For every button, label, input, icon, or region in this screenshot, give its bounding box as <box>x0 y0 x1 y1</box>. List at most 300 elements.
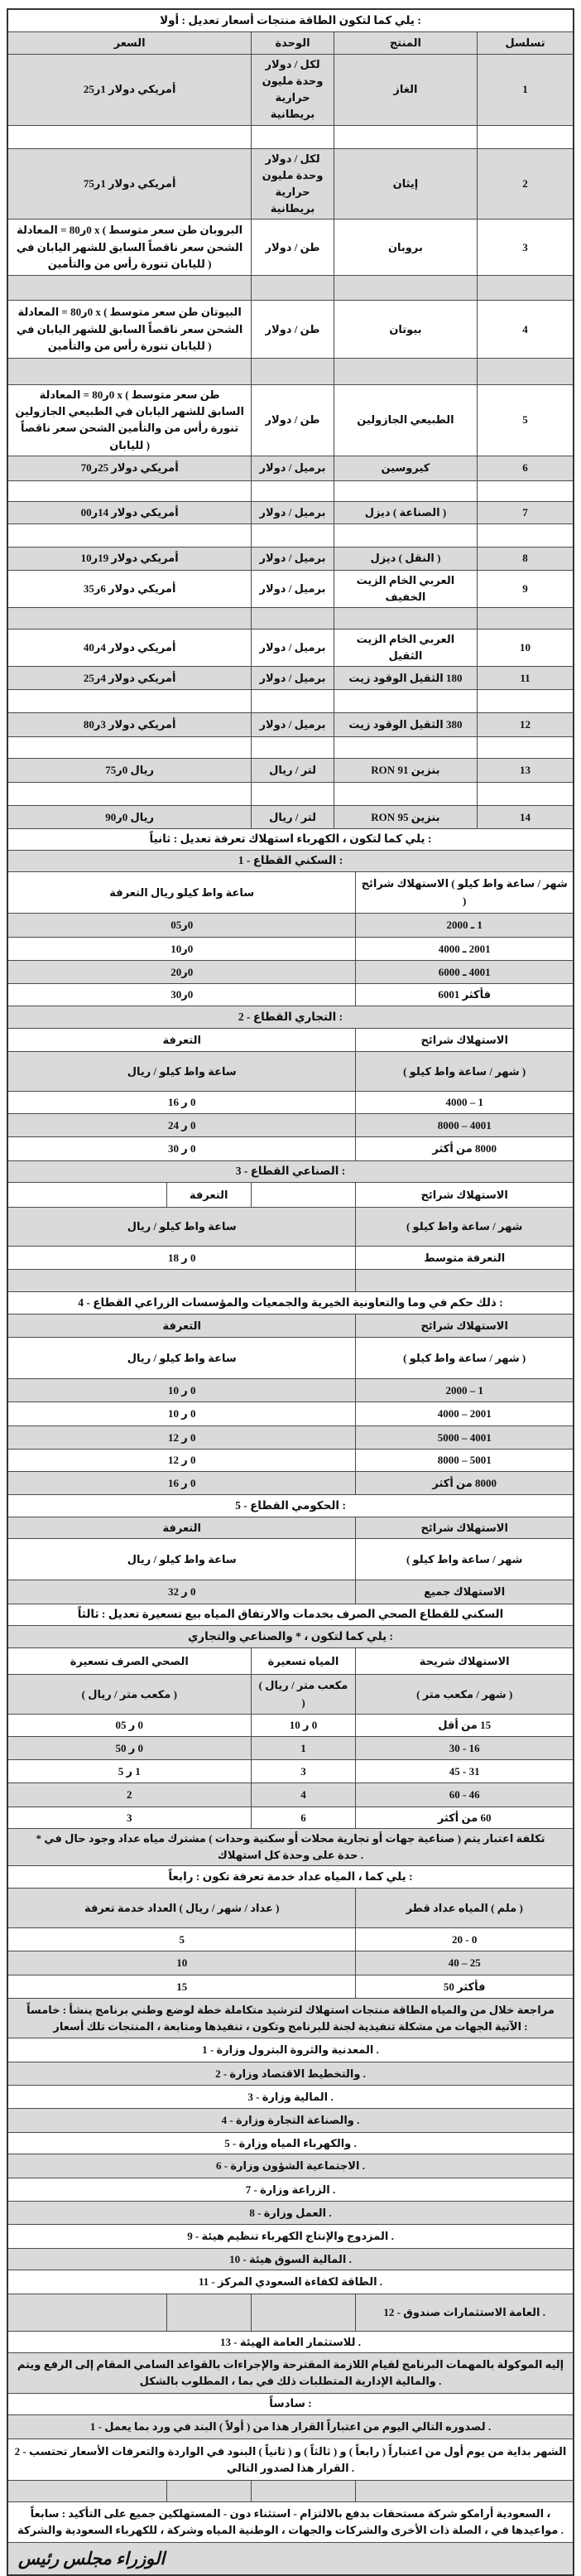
table-cell: ريال / لتر <box>251 759 334 782</box>
table-cell: التعرفة <box>162 1319 201 1332</box>
table-row <box>8 1928 573 1951</box>
table-cell: 12 <box>477 713 573 736</box>
table-row <box>8 938 573 961</box>
section-row <box>8 1161 573 1183</box>
table-row <box>8 713 573 737</box>
table-cell: 0ر90 ريال <box>105 810 154 823</box>
table-cell: شرائح الاستهلاك ( كيلو واط ساعة / شهر ) <box>355 872 573 913</box>
table-cell: متوسط التعرفة <box>355 1247 573 1269</box>
table-cell: التعرفة ريال كيلو واط ساعة <box>109 885 255 899</box>
table-cell: تسعيرة المياه <box>251 1648 356 1674</box>
signature-row <box>8 2543 573 2574</box>
table-cell: 3ر80 دولار أمريكي <box>83 718 176 731</box>
table-cell <box>251 276 334 300</box>
table-row <box>8 1183 573 1208</box>
table-cell <box>8 737 251 758</box>
row-text: 2 - القطاع التجاري : <box>238 1010 343 1023</box>
table-row <box>8 1029 573 1052</box>
table-row <box>8 1052 573 1092</box>
table-cell <box>251 481 334 501</box>
table-row <box>8 1580 573 1604</box>
table-cell: 0ر05 <box>170 919 194 932</box>
table-cell: 10 ر 0 <box>251 1715 356 1736</box>
table-cell <box>334 690 477 712</box>
table-cell <box>251 524 334 547</box>
table-cell: دولار / برميل <box>251 571 334 607</box>
row-text: 1 - وزارة البترول والثروة المعدنية . <box>202 2043 379 2057</box>
table-cell <box>8 783 251 805</box>
section-row <box>8 2109 573 2133</box>
table-cell: 2000 ـ 1 <box>355 914 573 937</box>
row-text: سادساً : <box>269 2397 312 2410</box>
table-row <box>8 32 573 55</box>
section-row <box>8 1006 573 1029</box>
table-cell: 60 - 46 <box>355 1783 573 1807</box>
row-text: 1 - يعمل بما ورد في البند ( أولاً ) من هذا القرار اعتباراً من اليوم التالي لصدوره . <box>89 2420 492 2434</box>
table-cell: شريحة الاستهلاك <box>355 1648 573 1674</box>
section-row <box>8 1604 573 1626</box>
section-row <box>8 1495 573 1517</box>
table-cell <box>8 524 251 547</box>
section-row <box>8 2415 573 2439</box>
table-cell: 05 ر 0 <box>115 1719 144 1732</box>
table-cell: 4ر25 دولار أمريكي <box>83 671 176 684</box>
table-cell <box>477 126 573 148</box>
table-cell: ريال / كيلو واط ساعة <box>127 1351 237 1364</box>
table-cell <box>334 126 477 148</box>
section-row <box>8 1626 573 1648</box>
table-row <box>8 1472 573 1495</box>
table-cell: الجازولين الطبيعي <box>334 385 477 456</box>
table-row <box>8 1338 573 1379</box>
table-cell: 12 ر 0 <box>167 1430 196 1444</box>
table-cell: 3 <box>127 1811 132 1824</box>
table-row <box>8 1889 573 1928</box>
table-cell: شرائح الاستهلاك <box>355 1517 573 1538</box>
section-row <box>8 2332 573 2353</box>
table-cell: الوحدة <box>251 32 334 54</box>
table-row <box>8 385 573 456</box>
table-cell: 4 <box>477 301 573 358</box>
table-row <box>8 456 573 481</box>
table-cell <box>477 690 573 712</box>
table-row <box>8 1975 573 1999</box>
table-row <box>8 149 573 220</box>
section-row <box>8 2439 573 2481</box>
table-cell: تسلسل <box>477 32 573 54</box>
section-row <box>8 1292 573 1315</box>
table-row <box>8 1426 573 1450</box>
row-text: 3 - وزارة المالية . <box>247 2090 334 2103</box>
table-cell: زيت الوقود الثقيل 380 <box>334 713 477 736</box>
table-cell: 0ر30 <box>170 988 194 1001</box>
table-cell: دولار / لكل مليون وحدة حرارية بريطانية <box>251 55 334 125</box>
table-cell <box>251 2481 356 2501</box>
table-cell: 6 <box>251 1807 356 1828</box>
table-row <box>8 2481 573 2502</box>
section-row <box>8 2086 573 2109</box>
table-cell <box>251 359 334 384</box>
table-cell <box>8 126 251 148</box>
table-cell: 11 <box>477 667 573 689</box>
table-cell: 9 <box>477 571 573 607</box>
table-row <box>8 359 573 385</box>
table-row <box>8 1270 573 1292</box>
table-cell <box>251 608 334 629</box>
table-cell: 4000 – 1 <box>355 1092 573 1113</box>
row-text: 13 - الهيئة العامة للاستثمار . <box>220 2335 361 2348</box>
section-row <box>8 1999 573 2038</box>
table-row <box>8 55 573 126</box>
table-cell: 14 <box>477 806 573 828</box>
row-text: 3 - القطاع الصناعي : <box>235 1165 346 1178</box>
table-row <box>8 502 573 524</box>
section-row <box>8 10 573 32</box>
table-cell <box>8 690 251 712</box>
table-cell: 19ر10 دولار أمريكي <box>80 552 179 565</box>
table-row <box>8 759 573 783</box>
table-cell <box>251 737 334 758</box>
section-row <box>8 851 573 872</box>
table-cell: كيروسين <box>334 456 477 480</box>
table-row <box>8 1675 573 1715</box>
table-cell: 12 - صندوق الاستثمارات العامة . <box>355 2294 573 2331</box>
table-cell <box>8 359 251 384</box>
table-cell: ( ريال / متر مكعب ) <box>251 1675 356 1714</box>
table-cell: 6ر35 دولار أمريكي <box>83 581 176 595</box>
table-cell <box>251 783 334 805</box>
table-row <box>8 126 573 149</box>
table-cell: قطر عداد المياه ( ملم ) <box>355 1889 573 1927</box>
row-text: 5 - القطاع الحكومي : <box>235 1498 346 1512</box>
row-text: 2 - وزارة الاقتصاد والتخطيط . <box>215 2067 366 2080</box>
table-row <box>8 961 573 984</box>
row-text: 4 - وزارة التجارة والصناعة . <box>221 2114 360 2127</box>
table-row <box>8 1208 573 1247</box>
table-cell: دولار / طن <box>251 301 334 358</box>
table-row <box>8 1315 573 1338</box>
table-cell: إيثان <box>334 149 477 219</box>
table-row <box>8 914 573 938</box>
table-row <box>8 2294 573 2332</box>
table-cell: 40 – 25 <box>355 1951 573 1975</box>
table-cell: 24 ر 0 <box>167 1118 196 1131</box>
table-cell: المنتج <box>334 32 477 54</box>
table-cell: 2000 – 1 <box>355 1379 573 1401</box>
table-cell <box>166 2294 251 2331</box>
table-row <box>8 1450 573 1472</box>
row-text: 6 - وزارة الشؤون الاجتماعية . <box>216 2159 365 2173</box>
table-cell: 0ر20 <box>170 965 194 978</box>
decree-table <box>7 8 574 2576</box>
table-cell: دولار / طن <box>251 219 334 275</box>
table-cell: 6001 فأكثر <box>355 984 573 1006</box>
row-text: 5 - وزارة المياه والكهرباء . <box>224 2136 357 2149</box>
table-cell: 10 <box>477 630 573 666</box>
table-cell: ( كيلو واط ساعة / شهر <box>355 1539 573 1580</box>
table-row <box>8 1783 573 1807</box>
table-cell: ( كيلو واط ساعة / شهر <box>355 1208 573 1246</box>
table-cell: ( كيلو واط ساعة / شهر ) <box>355 1338 573 1378</box>
row-text: رابعاً : تكون تعرفة خدمة عداد المياه ، كما يلي : <box>168 1869 413 1883</box>
section-row <box>8 2133 573 2154</box>
table-cell <box>355 1270 573 1291</box>
table-cell: ديزل ( النقل ) <box>334 548 477 570</box>
table-cell: ( متر مكعب / شهر ) <box>355 1675 573 1714</box>
row-text: ثانياً : تعديل تعرفة استهلاك الكهرباء ، لتكون كما يلي : <box>149 832 432 846</box>
table-cell <box>334 737 477 758</box>
table-cell: ( كيلو واط ساعة / شهر ) <box>355 1052 573 1091</box>
table-cell <box>8 2481 166 2501</box>
table-cell: 7 <box>477 502 573 523</box>
table-row <box>8 1737 573 1760</box>
table-cell: دولار / برميل <box>251 630 334 666</box>
table-cell: 5 ر 1 <box>118 1764 141 1778</box>
table-cell <box>8 608 251 629</box>
table-row <box>8 1648 573 1675</box>
table-cell: الزيت الخام العربي الخفيف <box>334 571 477 607</box>
table-row <box>8 1247 573 1270</box>
section-row <box>8 2154 573 2178</box>
table-cell: 30 ر 0 <box>167 1142 196 1155</box>
row-text: 7 - وزارة الزراعة . <box>245 2183 336 2196</box>
row-text: خامساً : ينشأ برنامج وطني لوضع خطة متكاملة لترشيد استهلاك منتجات الطاقة والمياه من خلال مراجعة أسعار تلك المنتجات ، ومتابعة تنفيذها ، وتكون للبرنامج لجنة تنفيذية مشكلة من الجهات الآتية : <box>26 2003 555 2033</box>
table-cell: شرائح الاستهلاك <box>355 1029 573 1051</box>
table-cell: التعرفة <box>166 1183 251 1207</box>
table-row <box>8 806 573 829</box>
table-cell: دولار / برميل <box>251 713 334 736</box>
table-row <box>8 1402 573 1426</box>
table-cell <box>477 481 573 501</box>
table-cell: تعرفة خدمة العداد ( ريال / شهر / عداد ) <box>84 1901 280 1914</box>
table-cell: 8 <box>477 548 573 570</box>
table-row <box>8 984 573 1006</box>
table-cell: 30 - 16 <box>355 1737 573 1759</box>
table-cell: 12 ر 0 <box>167 1454 196 1467</box>
table-cell <box>334 481 477 501</box>
table-cell <box>8 1270 355 1291</box>
table-cell <box>477 359 573 384</box>
section-row <box>8 2062 573 2086</box>
table-row <box>8 667 573 690</box>
table-cell <box>334 608 477 629</box>
table-cell: 18 ر 0 <box>167 1251 196 1264</box>
row-text: 10 - هيئة السوق المالية . <box>229 2252 352 2265</box>
table-row <box>8 1951 573 1975</box>
table-cell: 16 ر 0 <box>167 1096 196 1109</box>
table-cell: ديزل ( الصناعة ) <box>334 502 477 523</box>
table-cell: المعادلة = 0ر80 x ( متوسط سعر طن الجازولين الطبيعي في اليابان للشهر السابق ناقصاً سعر الشحن والتأمين من رأس تنورة لليابان ) <box>15 388 244 451</box>
table-cell: التعرفة <box>162 1521 201 1534</box>
table-cell: 45 - 31 <box>355 1760 573 1782</box>
table-cell <box>334 524 477 547</box>
table-cell <box>251 690 334 712</box>
row-text: 11 - المركز السعودي لكفاءة الطاقة . <box>198 2275 383 2289</box>
table-cell <box>477 737 573 758</box>
table-cell: الغاز <box>334 55 477 125</box>
table-row <box>8 783 573 806</box>
table-cell: تسعيرة الصرف الصحي <box>70 1654 189 1667</box>
table-cell: ريال / لتر <box>251 806 334 828</box>
table-cell: 6000 ـ 4001 <box>355 961 573 983</box>
table-cell <box>477 783 573 805</box>
table-row <box>8 219 573 276</box>
table-cell <box>477 608 573 629</box>
table-cell: 15 <box>176 1980 188 1993</box>
table-cell: ريال / كيلو واط ساعة <box>127 1552 237 1565</box>
table-row <box>8 1114 573 1137</box>
table-cell: أكثر من 60 <box>355 1807 573 1828</box>
table-cell: 25ر70 دولار أمريكي <box>80 461 179 475</box>
table-cell: دولار / طن <box>251 385 334 456</box>
table-cell <box>334 783 477 805</box>
section-row <box>8 2353 573 2394</box>
table-row <box>8 1807 573 1829</box>
table-cell: 2 <box>477 149 573 219</box>
table-row <box>8 301 573 359</box>
row-text: * في حال وجود عداد مياه مشترك ( وحدات سكنية أو محلات تجارية أو جهات صناعية ) يتم اعتبار تكلفة استهلاك كل وحدة على حدة . <box>36 1832 545 1862</box>
table-cell: 3 <box>251 1760 356 1782</box>
table-cell: زيت الوقود الثقيل 180 <box>334 667 477 689</box>
table-cell <box>8 276 251 300</box>
section-row <box>8 1866 573 1889</box>
table-cell: 5 <box>477 385 573 456</box>
table-cell <box>8 1183 166 1207</box>
table-row <box>8 1517 573 1539</box>
row-text: أولا : تعديل أسعار منتجات الطاقة لتكون كما يلي : <box>160 13 421 27</box>
table-row <box>8 1092 573 1114</box>
table-cell: دولار / برميل <box>251 502 334 523</box>
section-row <box>8 1829 573 1866</box>
table-cell: 8000 – 5001 <box>355 1450 573 1471</box>
table-cell: بروبان <box>334 219 477 275</box>
table-cell <box>355 2481 573 2501</box>
table-row <box>8 1760 573 1783</box>
table-cell: المعادلة = 0ر80 x ( متوسط سعر طن البيوتان في اليابان للشهر السابق ناقصاً سعر الشحن والتأمين من رأس تنورة لليابان ) <box>16 306 243 352</box>
table-cell: أكثر من 8000 <box>355 1137 573 1160</box>
table-cell: 10 <box>176 1956 188 1970</box>
table-cell: 5 <box>179 1932 185 1946</box>
table-cell: 6 <box>477 456 573 480</box>
table-row <box>8 524 573 548</box>
table-cell: 13 <box>477 759 573 782</box>
row-text: 2 - تحتسب الأسعار والتعرفات الواردة في البنود ( ثانياً ) و ( ثالثاً ) و ( رابعاً ) اعتباراً من أول يوم من بداية الشهر التالي لصدور هذا القرار . <box>14 2444 567 2474</box>
table-cell <box>8 481 251 501</box>
row-text: والتجاري والصناعي * ، لتكون كما يلي : <box>187 1629 394 1643</box>
table-cell: 5000 – 4001 <box>355 1426 573 1449</box>
row-text: 4 - القطاع الزراعي والمؤسسات والجمعيات الخيرية والتعاونية وما في حكم ذلك : <box>78 1295 503 1309</box>
table-cell: 1 <box>477 55 573 125</box>
section-row <box>8 2178 573 2202</box>
table-cell <box>334 359 477 384</box>
row-text: ويتم الرفع إلى المقام السامي بالقواعد والإجراءات المقترحة اللازمة لقيام البرنامج بالمهمات الموكولة إليه بالشكل المطلوب ، بما في ذلك المتطلبات الإدارية والمالية . <box>17 2358 564 2388</box>
table-cell <box>166 2481 251 2501</box>
table-cell: أقل من 15 <box>355 1715 573 1736</box>
table-cell: 2 <box>127 1788 132 1802</box>
table-cell: السعر <box>113 36 146 49</box>
table-row <box>8 481 573 502</box>
table-row <box>8 1715 573 1737</box>
table-cell: دولار / لكل مليون وحدة حرارية بريطانية <box>251 149 334 219</box>
table-cell: 14ر00 دولار أمريكي <box>80 505 179 519</box>
table-row <box>8 608 573 630</box>
table-row <box>8 690 573 713</box>
table-cell: شرائح الاستهلاك <box>355 1315 573 1337</box>
table-cell: 1ر25 دولار أمريكي <box>83 83 176 96</box>
table-cell: 1 <box>251 1737 356 1759</box>
table-cell: 0ر10 <box>170 942 194 955</box>
table-row <box>8 872 573 914</box>
table-cell: 50 فأكثر <box>355 1975 573 1998</box>
table-cell <box>251 1183 356 1207</box>
table-cell: 16 ر 0 <box>167 1476 196 1489</box>
section-row <box>8 2225 573 2249</box>
table-cell: ريال / كيلو واط ساعة <box>127 1064 237 1078</box>
table-row <box>8 1137 573 1161</box>
table-cell: دولار / برميل <box>251 548 334 570</box>
table-cell: شرائح الاستهلاك <box>355 1183 573 1207</box>
table-cell <box>251 2294 356 2331</box>
table-cell: ( ريال / متر مكعب ) <box>81 1687 177 1700</box>
table-cell: RON 95 بنزين <box>334 806 477 828</box>
section-row <box>8 2502 573 2543</box>
row-text: سابعاً : التأكيد على جميع المستهلكين - دون استثناء - بالالتزام بدفع مستحقات شركة أرامكو السعودية ، والشركة السعودية للكهرباء ، وشركة المياه الوطنية ، والجهات والشركات الأخرى ذات الصلة ، في مواعيدها . <box>17 2507 564 2537</box>
table-cell: 1ر75 دولار أمريكي <box>83 176 176 190</box>
table-row <box>8 737 573 759</box>
table-cell: 4000 – 2001 <box>355 1402 573 1425</box>
table-cell: 4ر40 دولار أمريكي <box>83 641 176 654</box>
row-text: 1 - القطاع السكني : <box>238 854 343 867</box>
table-cell: دولار / برميل <box>251 667 334 689</box>
table-cell <box>334 276 477 300</box>
table-cell <box>477 276 573 300</box>
table-cell: 8000 – 4001 <box>355 1114 573 1136</box>
table-cell: ريال / كيلو واط ساعة <box>127 1220 237 1233</box>
signature-text: رئيس مجلس الوزراء <box>18 2549 166 2569</box>
row-text: ثالثاً : تعديل تسعيرة بيع المياه والارتفاق بخدمات الصرف الصحي للقطاع السكني <box>77 1608 504 1621</box>
row-text: 9 - هيئة تنظيم الكهرباء والإنتاج المزدوج . <box>187 2230 394 2243</box>
table-row <box>8 1539 573 1580</box>
section-row <box>8 2249 573 2270</box>
table-cell: بيوتان <box>334 301 477 358</box>
table-cell: التعرفة <box>162 1033 201 1046</box>
table-cell: المعادلة = 0ر80 x ( متوسط سعر طن البروبان في اليابان للشهر السابق ناقصاً سعر الشحن والتأمين من رأس تنورة لليابان ) <box>16 224 243 270</box>
section-row <box>8 2038 573 2062</box>
table-cell: أكثر من 8000 <box>355 1472 573 1494</box>
table-cell: 10 ر 0 <box>167 1383 196 1397</box>
table-cell: 50 ر 0 <box>115 1741 144 1754</box>
table-cell: 20 - 0 <box>355 1928 573 1951</box>
table-cell: 4 <box>251 1783 356 1807</box>
table-cell: 32 ر 0 <box>167 1585 196 1599</box>
table-cell: RON 91 بنزين <box>334 759 477 782</box>
table-cell: 0ر75 ريال <box>105 764 154 777</box>
table-row <box>8 548 573 571</box>
table-cell <box>477 524 573 547</box>
table-cell: 3 <box>477 219 573 275</box>
table-cell: 4000 ـ 2001 <box>355 938 573 960</box>
table-cell: دولار / برميل <box>251 456 334 480</box>
table-cell <box>251 126 334 148</box>
table-cell <box>8 2294 166 2331</box>
table-cell: 10 ر 0 <box>167 1407 196 1421</box>
section-row <box>8 2394 573 2415</box>
table-row <box>8 571 573 608</box>
section-row <box>8 829 573 851</box>
row-text: 8 - وزارة العمل . <box>249 2206 332 2219</box>
table-row <box>8 1379 573 1402</box>
section-row <box>8 2270 573 2294</box>
